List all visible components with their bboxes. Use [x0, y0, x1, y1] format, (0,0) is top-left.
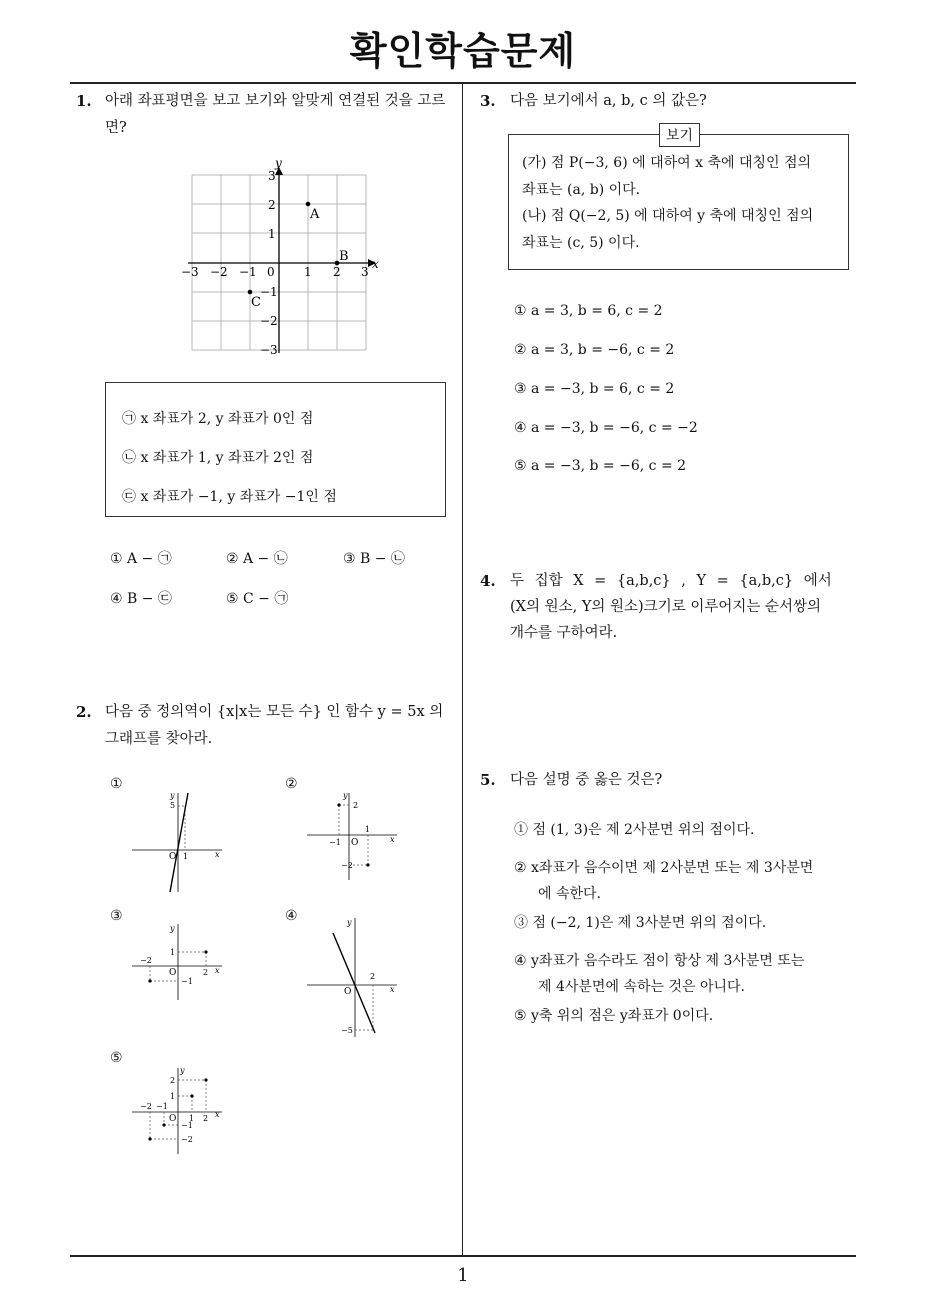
question-2-number: 2.: [76, 703, 92, 721]
x-tick: 3: [361, 265, 369, 279]
graph-5-tick-m2-y: −2: [181, 1135, 193, 1144]
x-tick: 2: [333, 265, 341, 279]
q5-option-2-cont[interactable]: 에 속한다.: [538, 886, 601, 902]
point-c-label: C: [251, 295, 261, 310]
x-tick: 1: [304, 265, 312, 279]
graph-1-y-label: y: [170, 791, 175, 800]
graph-5-y-label: y: [180, 1066, 185, 1075]
graph-choice-1: [130, 790, 230, 895]
graph-5-tick-1-x: 1: [189, 1114, 195, 1123]
graph-1-tick-1: 1: [183, 852, 189, 861]
choice-label-4[interactable]: ④: [285, 908, 298, 924]
graph-1-tick-5: 5: [170, 801, 176, 810]
graph-3-origin: O: [169, 968, 177, 978]
point-c: [248, 290, 253, 295]
graph-1-origin: O: [169, 852, 177, 862]
choice-label-3[interactable]: ③: [110, 908, 123, 924]
graph-5-tick-1: 1: [170, 1092, 176, 1101]
q1-option-3[interactable]: ③ B − ㉡: [343, 551, 405, 567]
coordinate-plane: [178, 155, 388, 360]
question-4-line-2: (X의 원소, Y의 원소)크기로 이루어지는 순서쌍의: [510, 599, 821, 615]
q3-bogi-label: 보기: [659, 123, 700, 147]
q3-box-line-1: (가) 점 P(−3, 6) 에 대하여 x 축에 대칭인 점의: [522, 155, 812, 171]
graph-2-origin: O: [351, 838, 359, 848]
x-tick: −3: [181, 265, 199, 279]
graph-2-tick-m2: −2: [341, 861, 353, 870]
graph-4-tick-2: 2: [370, 972, 376, 981]
graph-5-tick-m1: −1: [156, 1102, 168, 1111]
q1-option-4[interactable]: ④ B − ㉢: [110, 591, 172, 607]
graph-5-tick-2-x: 2: [203, 1114, 209, 1123]
q1-option-5[interactable]: ⑤ C − ㉠: [226, 591, 289, 607]
footer-rule: [70, 1255, 856, 1257]
graph-choice-4: [305, 915, 405, 1040]
q1-option-2[interactable]: ② A − ㉡: [226, 551, 288, 567]
graph-2-tick-1: 1: [365, 825, 371, 834]
q3-option-4[interactable]: ④ a = −3, b = −6, c = −2: [514, 420, 698, 436]
q5-option-4[interactable]: ④ y좌표가 음수라도 점이 항상 제 3사분면 또는: [514, 953, 805, 969]
graph-3-tick-m2: −2: [140, 956, 152, 965]
statement-3: ㉢ x 좌표가 −1, y 좌표가 −1인 점: [122, 489, 337, 505]
point-a-label: A: [310, 207, 320, 222]
graph-5-origin: O: [169, 1114, 177, 1124]
question-4-line-1: 두 집합 X = {a,b,c} , Y = {a,b,c} 에서: [510, 573, 832, 589]
y-tick: 1: [268, 227, 276, 241]
q5-option-3[interactable]: ③ 점 (−2, 1)은 제 3사분면 위의 점이다.: [514, 915, 767, 931]
graph-5-tick-2: 2: [170, 1076, 176, 1085]
graph-3-tick-2: 2: [203, 968, 209, 977]
y-tick: −1: [260, 285, 278, 299]
question-2-text: 다음 중 정의역이 {x|x는 모든 수} 인 함수 y = 5x 의 그래프를 찾아라.: [105, 704, 444, 747]
graph-4-x-label: x: [390, 985, 395, 994]
statement-2: ㉡ x 좌표가 1, y 좌표가 2인 점: [122, 450, 314, 466]
page-title: 확인학습문제: [349, 29, 577, 73]
question-4-number: 4.: [480, 572, 496, 590]
q5-option-2[interactable]: ② x좌표가 음수이면 제 2사분면 또는 제 3사분면: [514, 860, 814, 876]
axis-label-y: y: [275, 156, 282, 170]
q3-option-5[interactable]: ⑤ a = −3, b = −6, c = 2: [514, 458, 687, 474]
y-tick: 2: [268, 198, 276, 212]
question-5-text: 다음 설명 중 옳은 것은?: [510, 772, 663, 788]
question-4-line-3: 개수를 구하여라.: [510, 625, 618, 641]
graph-2-tick-2: 2: [353, 801, 359, 810]
q3-box-line-3: (나) 점 Q(−2, 5) 에 대하여 y 축에 대칭인 점의: [522, 208, 814, 224]
q3-option-1[interactable]: ① a = 3, b = 6, c = 2: [514, 303, 663, 319]
question-1-number: 1.: [76, 92, 92, 110]
graph-5-x-label: x: [215, 1110, 220, 1119]
q3-option-2[interactable]: ② a = 3, b = −6, c = 2: [514, 342, 675, 358]
graph-3-y-label: y: [170, 924, 175, 933]
q3-option-3[interactable]: ③ a = −3, b = 6, c = 2: [514, 381, 675, 397]
question-1-text: 아래 좌표평면을 보고 보기와 알맞게 연결된 것을 고르면?: [105, 93, 446, 136]
graph-3-tick-1: 1: [170, 948, 176, 957]
question-3-number: 3.: [480, 92, 496, 110]
graph-5-tick-m2: −2: [140, 1102, 152, 1111]
x-tick: −2: [210, 265, 228, 279]
graph-3-tick-m1: −1: [181, 977, 193, 986]
graph-4-origin: O: [344, 987, 352, 997]
point-b-label: B: [339, 249, 349, 264]
page-number: 1: [457, 1265, 469, 1286]
question-5-number: 5.: [480, 771, 496, 789]
axis-label-x: x: [372, 257, 379, 271]
statement-1: ㉠ x 좌표가 2, y 좌표가 0인 점: [122, 411, 314, 427]
q1-option-1[interactable]: ① A − ㉠: [110, 551, 172, 567]
y-tick: 3: [268, 169, 276, 183]
graph-choice-3: [130, 918, 230, 1003]
choice-label-1[interactable]: ①: [110, 776, 123, 792]
graph-choice-2: [305, 790, 405, 885]
q5-option-5[interactable]: ⑤ y축 위의 점은 y좌표가 0이다.: [514, 1008, 714, 1024]
q5-option-4-cont[interactable]: 제 4사분면에 속하는 것은 아니다.: [538, 979, 745, 995]
q3-box-line-2: 좌표는 (a, b) 이다.: [522, 182, 641, 198]
question-3-text: 다음 보기에서 a, b, c 의 값은?: [510, 93, 707, 109]
graph-4-tick-m5: −5: [341, 1026, 353, 1035]
graph-3-x-label: x: [215, 966, 220, 975]
point-a: [306, 202, 311, 207]
graph-choice-5: [130, 1062, 230, 1157]
q3-box-line-4: 좌표는 (c, 5) 이다.: [522, 235, 640, 251]
graph-2-x-label: x: [390, 835, 395, 844]
graph-4-y-label: y: [347, 918, 352, 927]
choice-label-2[interactable]: ②: [285, 776, 298, 792]
graph-2-tick-m1: −1: [329, 838, 341, 847]
q5-option-1[interactable]: ① 점 (1, 3)은 제 2사분면 위의 점이다.: [514, 822, 755, 838]
choice-label-5[interactable]: ⑤: [110, 1050, 123, 1066]
graph-1-x-label: x: [215, 850, 220, 859]
x-tick: −1: [239, 265, 257, 279]
graph-2-y-label: y: [343, 791, 348, 800]
origin-label: 0: [267, 265, 275, 279]
y-tick: −3: [260, 343, 278, 357]
graph-5-tick-m1-y: −1: [181, 1121, 193, 1130]
y-tick: −2: [260, 314, 278, 328]
column-divider: [462, 83, 463, 1256]
